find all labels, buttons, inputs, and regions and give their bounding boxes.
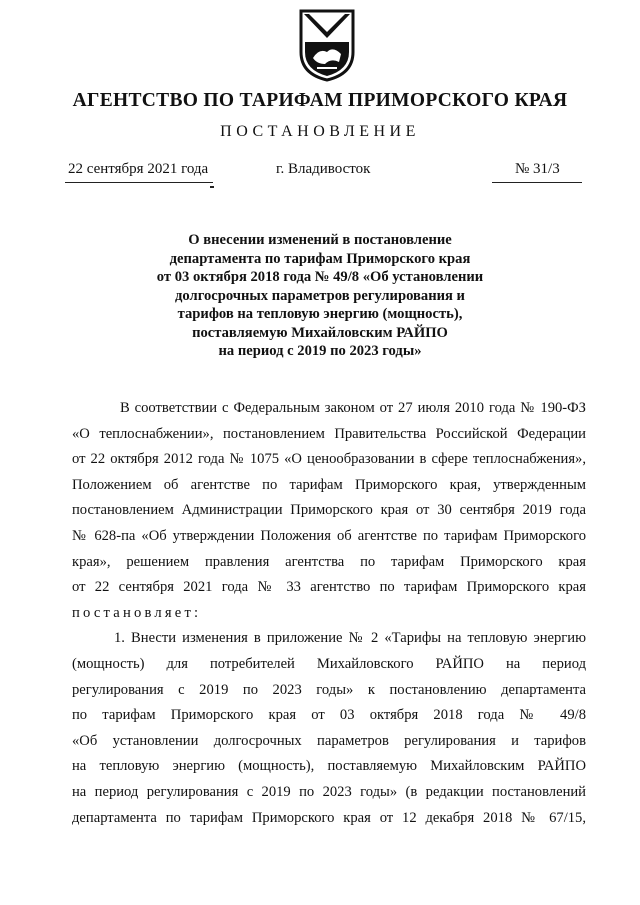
document-date: 22 сентября 2021 года — [68, 161, 209, 177]
document-type: ПОСТАНОВЛЕНИЕ — [220, 123, 420, 140]
resolves-word: постановляет: — [72, 604, 202, 621]
title-line: долгосрочных параметров регулирования и — [175, 287, 465, 304]
item1-line: на период регулирования с 2019 по 2023 годы» (в редакции постановлений — [72, 783, 586, 800]
preamble-line: от 22 октября 2012 года № 1075 «О ценообразовании в сфере теплоснабжения», — [72, 451, 586, 468]
title-line: тарифов на тепловую энергию (мощность), — [177, 306, 463, 322]
preamble-line: Положением об агентстве по тарифам Приморского края, утвержденным — [72, 476, 586, 493]
document-number: № 31/3 — [515, 161, 560, 177]
title-line: от 03 октября 2018 года № 49/8 «Об установлении — [156, 269, 484, 285]
item1-line: 1. Внести изменения в приложение № 2 «Тарифы на тепловую энергию — [114, 630, 586, 647]
document-city: г. Владивосток — [276, 161, 371, 177]
item1-line: на тепловую энергию (мощность), поставляемую Михайловским РАЙПО — [72, 758, 586, 775]
title-line: О внесении изменений в постановление — [188, 232, 452, 248]
item1-line: «Об установлении долгосрочных параметров регулирования и тарифов — [72, 732, 586, 749]
title-line: на период с 2019 по 2023 годы» — [218, 343, 422, 359]
primorsky-emblem-icon — [297, 8, 357, 82]
date-underline — [65, 182, 213, 183]
preamble-line: края», решением правления агентства по тарифам Приморского края — [72, 553, 586, 570]
agency-name: АГЕНТСТВО ПО ТАРИФАМ ПРИМОРСКОГО КРАЯ — [72, 90, 568, 111]
coat-of-arms-emblem — [297, 8, 357, 82]
preamble-line: от 22 сентября 2021 года № 33 агентство по тарифам Приморского края — [72, 579, 586, 596]
title-line: департамента по тарифам Приморского края — [169, 250, 471, 267]
item1-line: по тарифам Приморского края от 03 октября 2018 года № 49/8 — [72, 707, 586, 724]
preamble-line: «О теплоснабжении», постановлением Правительства Российской Федерации — [72, 425, 586, 442]
title-line: поставляемую Михайловским РАЙПО — [192, 324, 448, 341]
document-title — [80, 231, 560, 361]
item1-line: регулирования с 2019 по 2023 годы» к постановлению департамента — [72, 681, 586, 698]
preamble-line: № 628-па «Об утверждении Положения об агентстве по тарифам Приморского — [72, 527, 586, 544]
number-underline — [492, 182, 582, 183]
document-body — [72, 396, 586, 831]
underline-mark — [210, 186, 214, 188]
preamble-line: постановлением Администрации Приморского края от 30 сентября 2019 года — [72, 502, 586, 519]
item1-line: (мощность) для потребителей Михайловского РАЙПО на период — [72, 655, 586, 672]
preamble-line: В соответствии с Федеральным законом от 27 июля 2010 года № 190-ФЗ — [120, 400, 586, 416]
item1-line: департамента по тарифам Приморского края от 12 декабря 2018 № 67/15, — [72, 809, 586, 826]
